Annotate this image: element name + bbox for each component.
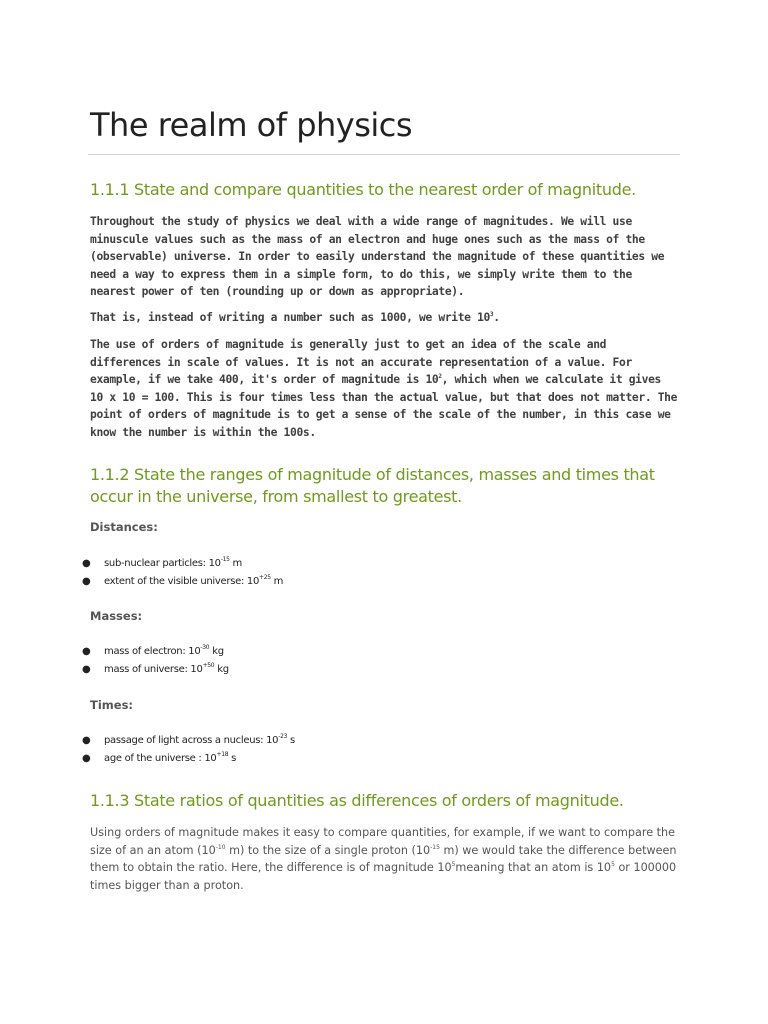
paragraph-order-example: That is, instead of writing a number such as 1000, we write $10^3$.	[90, 311, 500, 324]
bullet-icon: ●	[82, 558, 91, 569]
distances-label: Distances:	[90, 520, 158, 534]
bullet-icon: ●	[82, 735, 91, 746]
bullet-icon: ●	[82, 664, 91, 675]
bullet-icon: ●	[82, 576, 91, 587]
paragraph-magnitudes: Throughout the study of physics we deal with a wide range of magnitudes. We will use minuscule values such as the mass of an electron and huge ones such as the mass of the (observable) universe. In order to easily understand the magnitude of these quantities we need a way to express them in a simple form, to do this, we simply write them to the nearest power of ten (rounding up or down as appropriate).	[90, 215, 665, 298]
section-heading-1-1-1: 1.1.1 State and compare quantities to the nearest order of magnitude.	[90, 180, 636, 199]
bullet-icon: ●	[82, 646, 91, 657]
document-page: The realm of physics 1.1.1 State and compare quantities to the nearest order of magnitude. Throughout the study of physics we deal with a wide range of magnitudes. We will use minuscule values such as the mass of an electron and huge ones such as the mass of the (observable) universe. In order to easily understand the magnitude of these quantities we need a way to express them in a simple form, to do this, we simply write them to the nearest power of ten (rounding up or down as appropriate). That is, instead of writing a number such as 1000, we write $10^3$. The use of orders of magnitude is generally just to get an idea of the scale and differences in scale of values. It is not an accurate representation of a value. For example, if we take 400, it's order of magnitude is $10^2$, which when we calculate it gives 10 x 10 = 100. This is four times less than the actual value, but that does not matter. The point of orders of magnitude is to get a sense of the scale of the number, in this case we know the number is within the 100s. 1.1.2 State the ranges of magnitude of distances, masses and times that occur in the universe, from smallest to greatest. Distances: ● sub-nuclear particles: $10^{-15}$ m ● extent of the visible universe: $10^{+25}$ m Masses: ● mass of electron: $10^{-30}$ kg ● mass of universe: $10^{+50}$ kg Times: ● passage of light across a nucleus: $10^{-23}$ s ● age of the universe : $10^{+18}$ s 1.1.3 State ratios of quantities as differences of orders of magnitude. Using orders of magnitude makes it easy to compare quantities, for example, if we want to compare the size of an an atom ($10^{-10}$ m) to the size of a single proton ($10^{-15}$ m) we would take the difference between them to obtain the ratio. Here, the difference is of magnitude $10^5meaning$ that an atom is $10^5$ or 100000 times bigger than a proton.	[0, 0, 768, 1024]
section-heading-1-1-2: 1.1.2 State the ranges of magnitude of distances, masses and times that occur in the universe, from smallest to greatest.	[90, 465, 655, 506]
title-divider	[88, 154, 680, 155]
times-label: Times:	[90, 698, 134, 712]
masses-label: Masses:	[90, 609, 143, 623]
paragraph-order-use: The use of orders of magnitude is generally just to get an idea of the scale and differences in scale of values. It is not an accurate representation of a value. For example, if we take 400, it's order of magnitude is $10^2$, which when we calculate it gives 10 x 10 = 100. This is four times less than the actual value, but that does not matter. The point of orders of magnitude is to get a sense of the scale of the number, in this case we know the number is within the 100s.	[90, 338, 678, 439]
section-heading-1-1-3: 1.1.3 State ratios of quantities as differences of orders of magnitude.	[90, 791, 624, 810]
page-title: The realm of physics	[90, 106, 413, 144]
bullet-icon: ●	[82, 753, 91, 764]
paragraph-ratios: Using orders of magnitude makes it easy to compare quantities, for example, if we want to compare the size of an an atom ($10^{-10}$ m) to the size of a single proton ($10^{-15}$ m) we would take the difference between them to obtain the ratio. Here, the difference is of magnitude $10^5meaning$ that an atom is $10^5$ or 100000 times bigger than a proton.	[90, 826, 677, 892]
